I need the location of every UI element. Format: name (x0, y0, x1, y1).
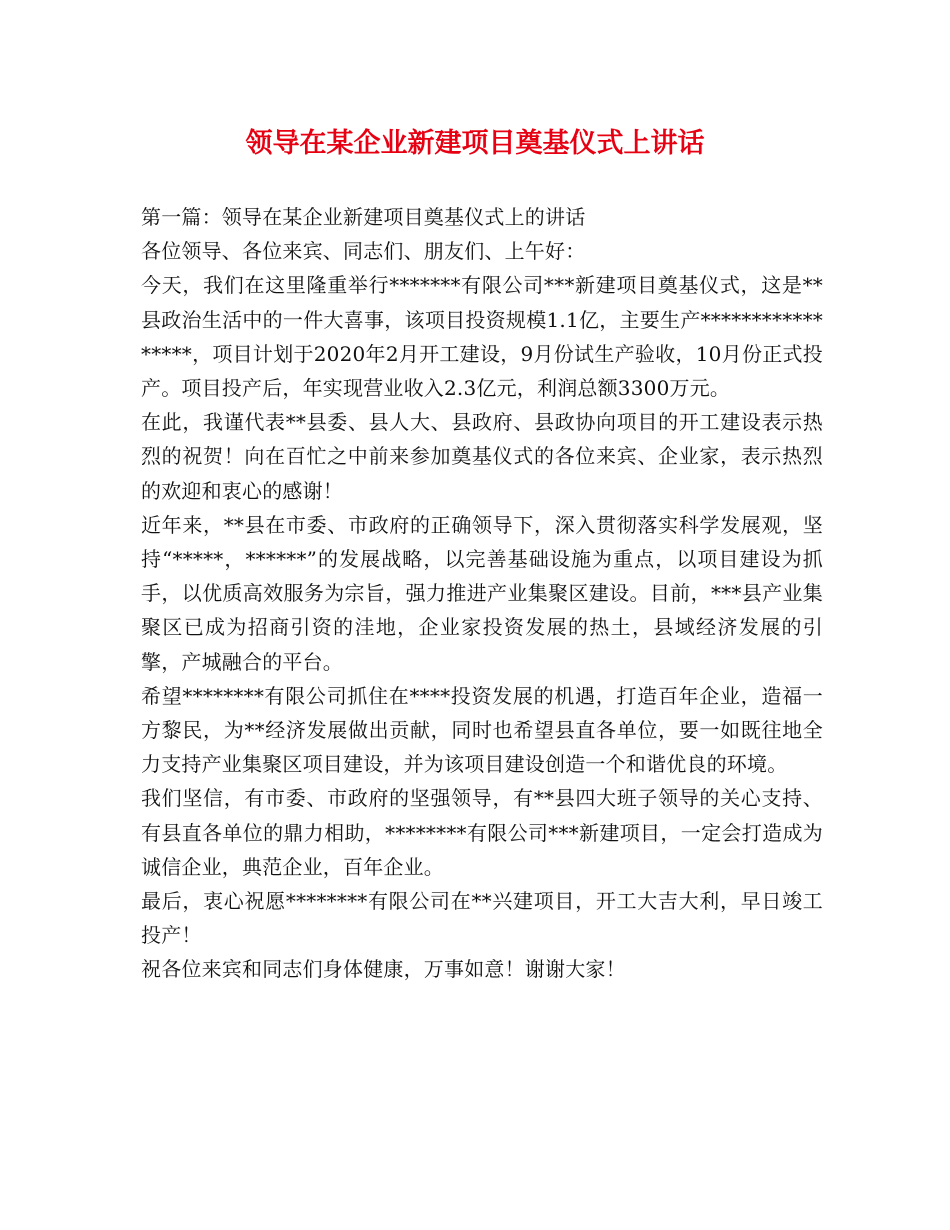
paragraph-hopes: 希望********有限公司抓住在****投资发展的机遇，打造百年企业，造福一方黎民，为**经济发展做出贡献，同时也希望县直各单位，要一如既往地全力支持产业集聚区项目建设，并为该项目建设创造一个和谐优良的环境。 (141, 683, 823, 777)
paragraph-confidence: 我们坚信，有市委、市政府的坚强领导，有**县四大班子领导的关心支持、有县直各单位的鼎力相助，********有限公司***新建项目，一定会打造成为诚信企业，典范企业，百年企业。 (141, 786, 823, 879)
document-title: 领导在某企业新建项目奠基仪式上讲话 (245, 128, 705, 159)
paragraph-closing: 祝各位来宾和同志们身体健康，万事如意！谢谢大家！ (141, 957, 626, 982)
paragraph-project-intro: 今天，我们在这里隆重举行*******有限公司***新建项目奠基仪式，这是**县政治生活中的一件大喜事，该项目投资规模1.1亿，主要生产*****************，项目计划于2020年2月开工建设，9月份试生产验收，10月份正式投产。项目投产后，年实现营业收入2.3亿元，利润总额3300万元。 (141, 273, 823, 401)
paragraph-section-heading: 第一篇：领导在某企业新建项目奠基仪式上的讲话 (141, 205, 586, 229)
paragraph-final-wishes: 最后，衷心祝愿********有限公司在**兴建项目，开工大吉大利，早日竣工投产！ (141, 889, 823, 948)
paragraph-congratulations: 在此，我谨代表**县委、县人大、县政府、县政协向项目的开工建设表示热烈的祝贺！向在百忙之中前来参加奠基仪式的各位来宾、企业家，表示热烈的欢迎和衷心的感谢！ (141, 410, 823, 503)
paragraph-greeting: 各位领导、各位来宾、同志们、朋友们、上午好： (141, 239, 586, 264)
paragraph-county-development: 近年来，**县在市委、市政府的正确领导下，深入贯彻落实科学发展观，坚持“*****，******”的发展战略，以完善基础设施为重点，以项目建设为抓手，以优质高效服务为宗旨，强力推进产业集聚区建设。目前，***县产业集聚区已成为招商引资的洼地，企业家投资发展的热土，县域经济发展的引擎，产城融合的平台。 (141, 512, 823, 674)
document-body (141, 200, 823, 987)
